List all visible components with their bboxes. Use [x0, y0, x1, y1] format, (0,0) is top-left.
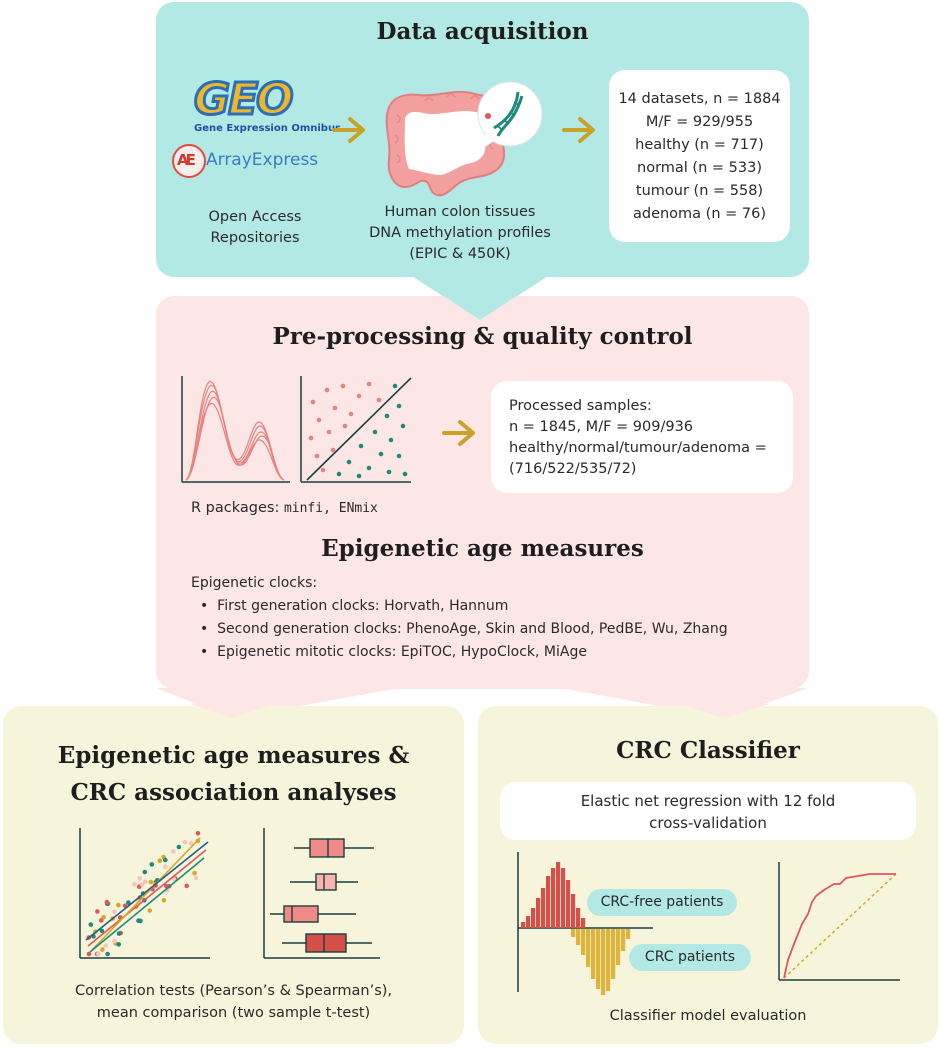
- preprocessing-title: Pre-processing & quality control: [272, 323, 693, 350]
- histogram-bar-crc-free: [571, 894, 575, 928]
- stats-line-2: M/F = 929/955: [645, 114, 754, 130]
- histogram-bar-crc-free: [581, 918, 585, 928]
- scatter-point: [150, 862, 155, 867]
- r-packages-label: R packages:: [191, 500, 284, 516]
- classifier-caption: Classifier model evaluation: [609, 1008, 807, 1024]
- scatter-point: [171, 849, 176, 854]
- histogram-bar-crc: [581, 929, 585, 955]
- histogram-bar-crc-free: [556, 862, 560, 928]
- scatter-point: [103, 943, 108, 948]
- histogram-bar-crc: [606, 929, 610, 991]
- histogram-bar-crc-free: [576, 908, 580, 928]
- histogram-bar-crc-free: [546, 876, 550, 928]
- histogram-bar-crc: [576, 929, 580, 945]
- scatter-point: [112, 910, 117, 915]
- repos-caption-line-1: Open Access: [208, 209, 302, 225]
- association-caption-line-1: Correlation tests (Pearson’s & Spearman’s),: [74, 983, 393, 999]
- association-title-line-1: Epigenetic age measures &: [57, 742, 410, 769]
- clock-item-mitotic-text: Epigenetic mitotic clocks: EpiTOC, HypoClock, MiAge: [217, 644, 587, 660]
- histogram-bar-crc: [621, 929, 625, 951]
- scatter-point: [96, 952, 101, 957]
- method-line-2: cross-validation: [649, 814, 767, 832]
- processed-line-2: n = 1845, M/F = 909/936: [509, 419, 694, 435]
- prediction-histogram: [515, 852, 655, 994]
- histogram-bar-crc: [626, 929, 630, 939]
- scatter-point: [194, 876, 199, 881]
- histogram-bar-crc-free: [531, 908, 535, 928]
- scatter-point: [101, 915, 106, 920]
- scatter-point: [196, 831, 201, 836]
- scatter-point: [163, 858, 168, 863]
- scatter-point: [158, 859, 163, 864]
- scatter-point: [117, 931, 122, 936]
- histogram-bar-crc: [586, 929, 590, 967]
- histogram-bar-crc-free: [561, 868, 565, 928]
- stats-line-1: 14 datasets, n = 1884: [618, 91, 781, 107]
- histogram-bar-crc-free: [566, 880, 570, 928]
- histogram-bar-crc: [596, 929, 600, 989]
- clock-item-second-text: Second generation clocks: PhenoAge, Skin and Blood, PedBE, Wu, Zhang: [217, 621, 728, 637]
- association-title-line-2: CRC association analyses: [70, 779, 397, 806]
- clocks-heading: Epigenetic clocks:: [191, 575, 318, 591]
- histogram-bar-crc: [601, 929, 605, 995]
- scatter-point: [192, 871, 197, 876]
- scatter-point: [149, 880, 154, 885]
- association-caption-line-2: mean comparison (two sample t-test): [96, 1005, 371, 1021]
- acquisition-title: Data acquisition: [376, 18, 589, 45]
- arrayexpress-text: ArrayExpress: [206, 150, 319, 170]
- stats-line-5: tumour (n = 558): [635, 183, 764, 199]
- histogram-bar-crc-free: [551, 868, 555, 928]
- label-crc-text: CRC patients: [644, 949, 736, 965]
- method-text: [500, 790, 916, 834]
- histogram-bar-crc-free: [521, 922, 525, 928]
- histogram-bar-crc-free: [541, 888, 545, 928]
- scatter-point: [162, 898, 167, 903]
- scatter-point: [148, 908, 153, 913]
- scatter-point: [116, 903, 121, 908]
- stats-line-3: healthy (n = 717): [635, 137, 764, 153]
- scatter-point: [184, 884, 189, 889]
- bullet: •: [200, 598, 218, 614]
- bullet: •: [200, 621, 218, 637]
- scatter-point: [105, 952, 110, 957]
- tissue-caption-line-3: (EPIC & 450K): [409, 246, 511, 262]
- boxplot-chart: [262, 828, 382, 962]
- stats-line-6: adenoma (n = 76): [632, 206, 766, 222]
- scatter-point: [183, 840, 188, 845]
- processed-line-1: Processed samples:: [509, 398, 652, 414]
- scatter-point: [105, 900, 110, 905]
- scatter-point: [89, 922, 94, 927]
- scatter-point: [138, 876, 143, 881]
- roc-curve-plot: [776, 862, 902, 984]
- bullet: •: [200, 644, 218, 660]
- tissue-caption-line-2: DNA methylation profiles: [369, 225, 551, 241]
- clock-item-first-text: First generation clocks: Horvath, Hannum: [217, 598, 509, 614]
- age-measures-title: Epigenetic age measures: [321, 535, 644, 562]
- geo-logo-text: GEO: [194, 74, 292, 125]
- method-line-1: Elastic net regression with 12 fold: [580, 792, 836, 810]
- r-packages-code: minfi, ENmix: [283, 501, 378, 516]
- histogram-bar-crc: [591, 929, 595, 979]
- repos-caption-line-2: Repositories: [210, 230, 300, 246]
- tissue-caption-line-1: Human colon tissues: [384, 204, 536, 220]
- association-caption: [3, 980, 464, 1024]
- scatter-point: [116, 942, 121, 947]
- label-crc-free-text: CRC-free patients: [600, 894, 724, 910]
- scatter-point: [132, 882, 137, 887]
- processed-line-3: healthy/normal/tumour/adenoma =: [509, 440, 767, 456]
- histogram-bar-crc: [611, 929, 615, 979]
- arrayexpress-mark-text: AE: [177, 151, 193, 169]
- scatter-point: [177, 845, 182, 850]
- correlation-scatter-plot: [78, 828, 213, 962]
- geo-logo-subtitle: Gene Expression Omnibus: [194, 123, 342, 134]
- stats-line-4: normal (n = 533): [637, 160, 762, 176]
- histogram-bar-crc-free: [536, 898, 540, 928]
- scatter-point: [138, 919, 143, 924]
- histogram-bar-crc: [571, 929, 575, 937]
- scatter-point: [112, 939, 117, 944]
- scatter-point: [100, 947, 105, 952]
- scatter-point: [163, 865, 168, 870]
- classifier-title: CRC Classifier: [616, 737, 800, 764]
- histogram-bar-crc-free: [526, 916, 530, 928]
- processed-line-4: (716/522/535/72): [509, 461, 637, 477]
- association-title: [3, 737, 464, 811]
- scatter-point: [143, 870, 148, 875]
- histogram-bar-crc: [616, 929, 620, 965]
- scatter-point: [95, 909, 100, 914]
- scatter-point: [140, 882, 145, 887]
